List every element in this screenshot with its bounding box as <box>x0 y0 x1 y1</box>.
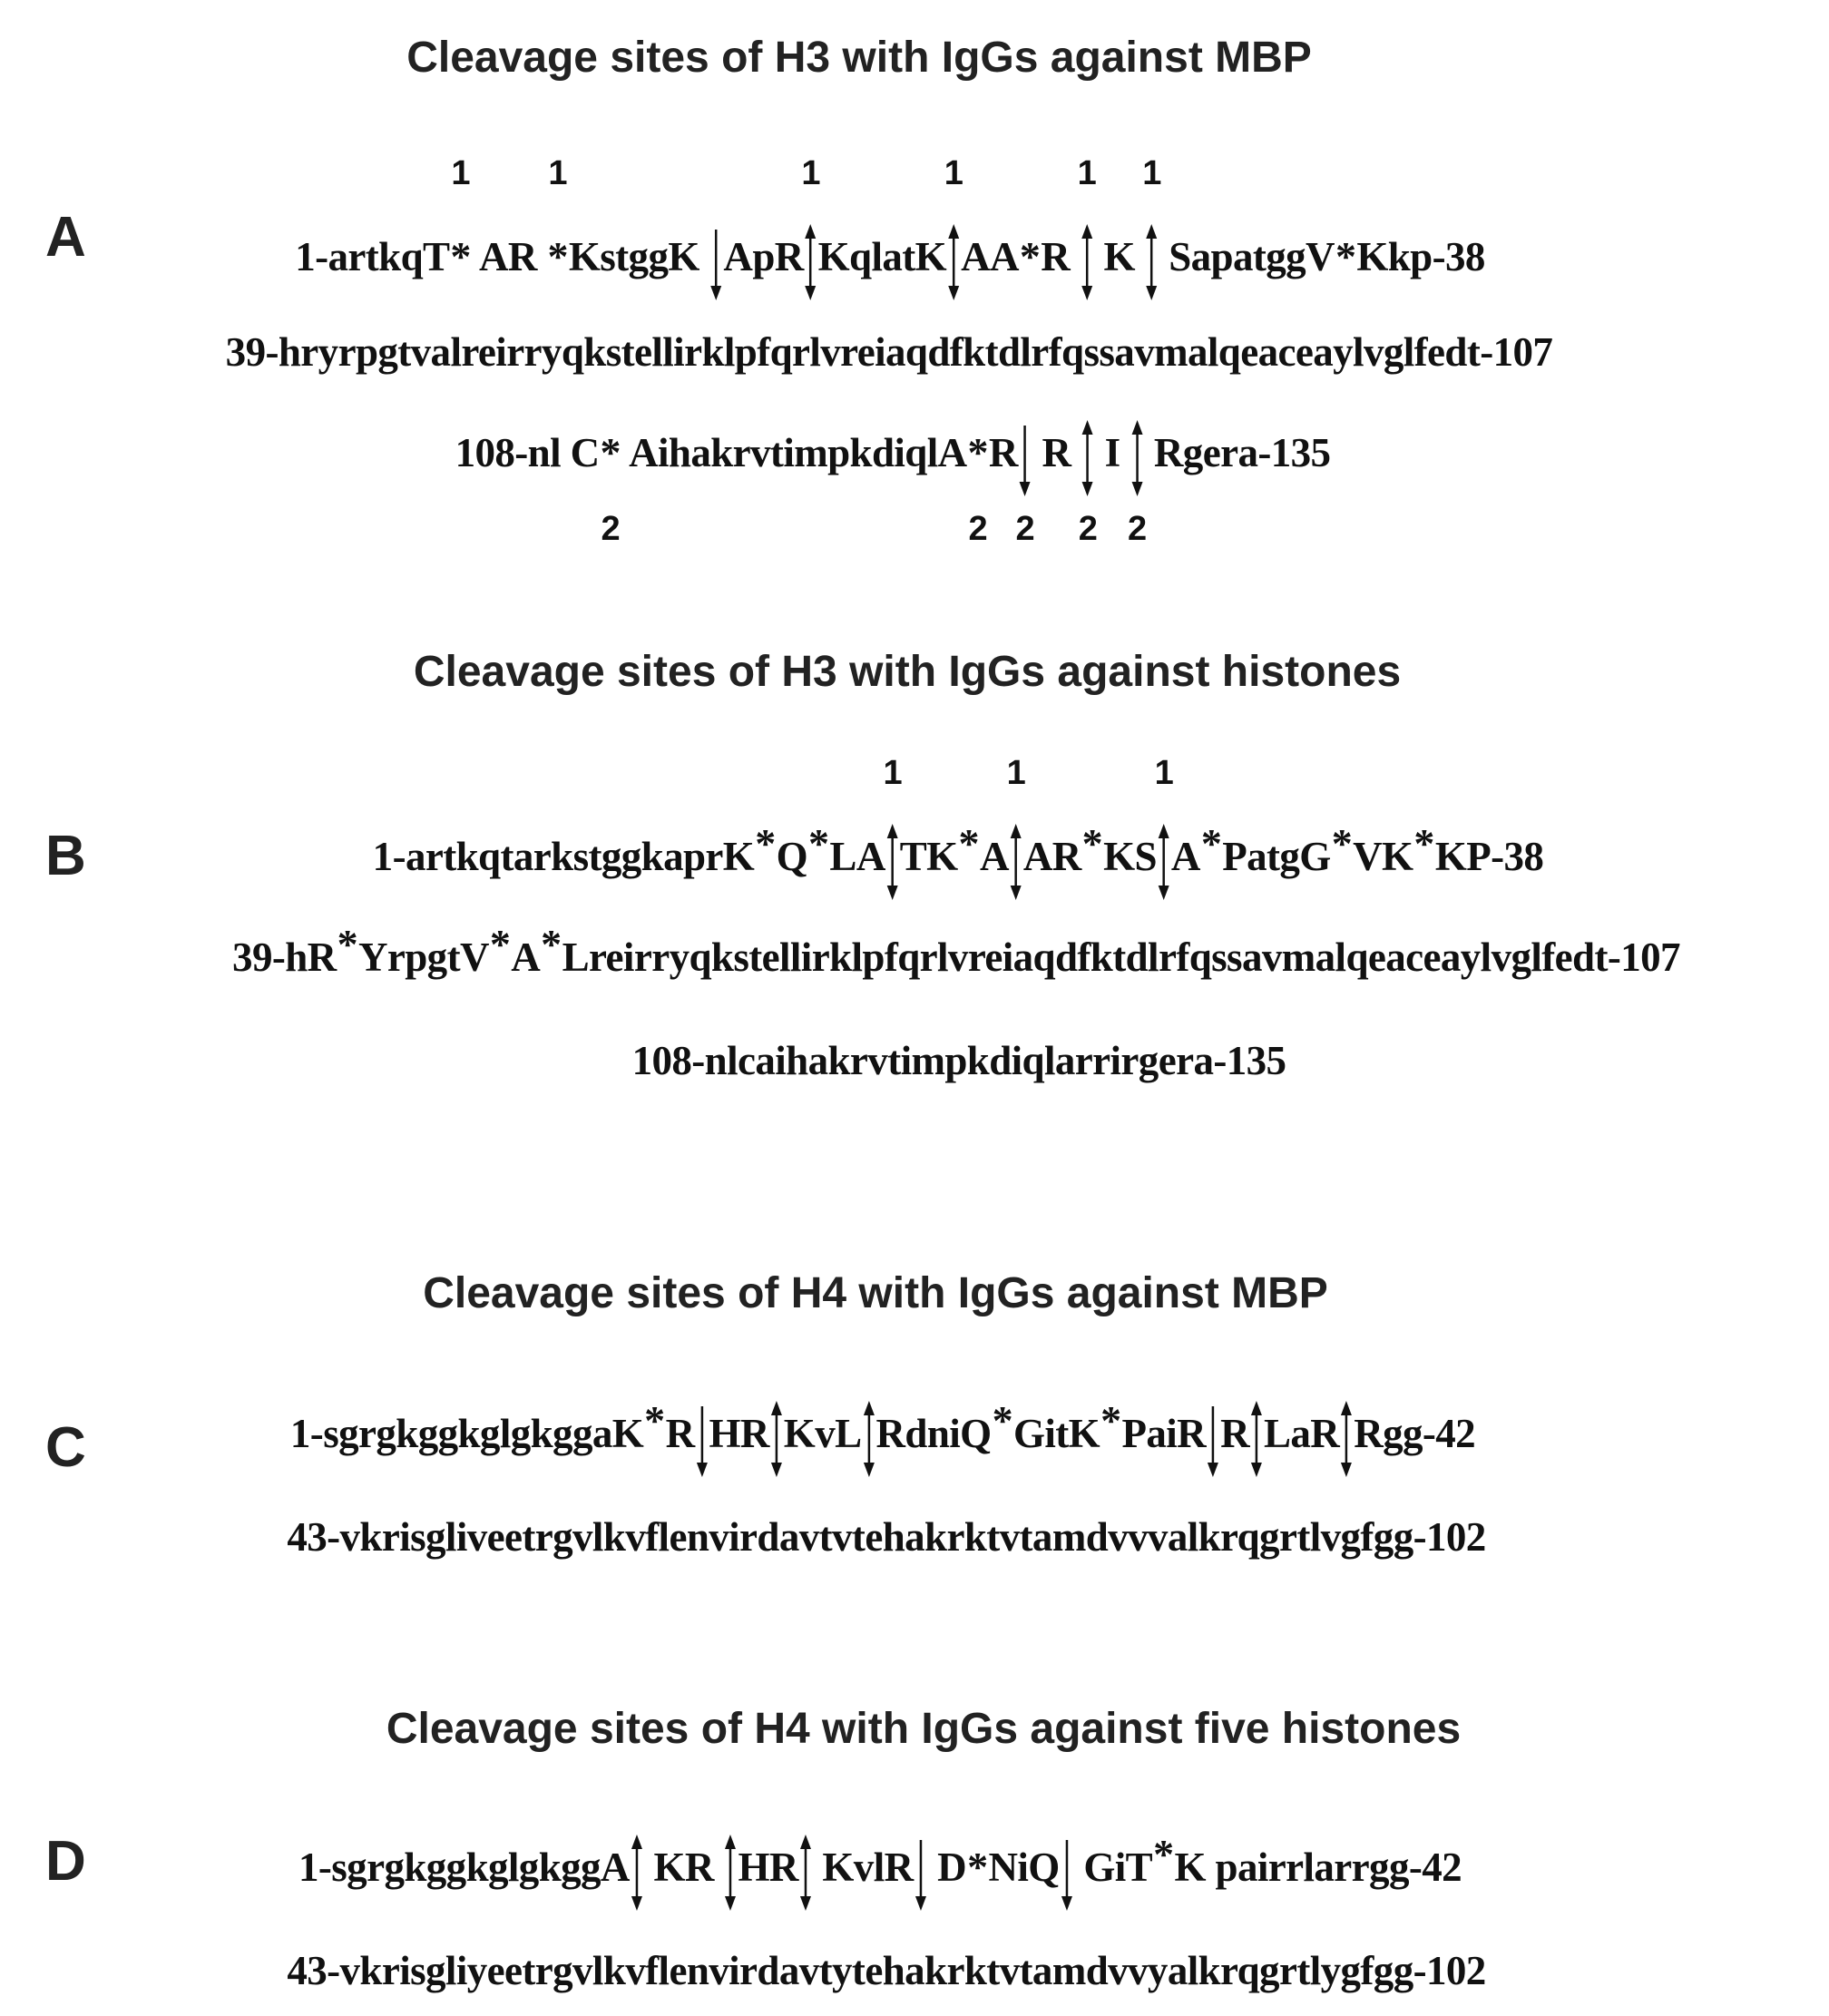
sequence-segment: LA <box>829 834 885 879</box>
panel-a-letter: A <box>45 206 86 269</box>
asterisk-icon: * <box>967 1844 988 1890</box>
double-arrow-icon <box>1077 154 1097 282</box>
panel-b-line-3 <box>632 1035 1286 1086</box>
sequence-segment: 108-nl C <box>455 430 600 475</box>
sequence-segment: AA <box>961 234 1019 279</box>
sequence-segment: PatgG <box>1222 834 1331 879</box>
asterisk-marker <box>966 1842 988 1893</box>
panel-d-title: Cleavage sites of H4 with IgGs against five histones <box>386 1705 1462 1753</box>
sequence-segment: VK <box>1353 834 1413 879</box>
panel-a-title: Cleavage sites of H3 with IgGs against MBP <box>406 34 1312 82</box>
sequence-segment: GitK <box>1012 1411 1100 1456</box>
asterisk-marker <box>1200 818 1222 869</box>
panel-c-letter: C <box>45 1416 86 1479</box>
asterisk-marker <box>600 427 621 548</box>
asterisk-icon: * <box>1335 233 1356 279</box>
site-group-label: 1 <box>451 154 470 192</box>
down-arrow-icon <box>1060 1842 1074 1893</box>
asterisk-marker <box>1335 231 1356 282</box>
sequence-segment: 1-artkqT <box>295 234 450 279</box>
asterisk-marker <box>1413 818 1434 869</box>
sequence-segment: AR <box>471 234 547 279</box>
asterisk-icon: * <box>450 233 471 279</box>
site-group-label: 1 <box>801 154 820 192</box>
sequence-segment: A <box>979 834 1009 879</box>
asterisk-icon: * <box>1331 820 1353 866</box>
panel-b-line-2 <box>232 921 1680 983</box>
asterisk-icon: * <box>992 1397 1012 1443</box>
asterisk-icon: * <box>337 921 357 967</box>
panel-a-line-2 <box>226 327 1553 377</box>
double-arrow-icon <box>1154 754 1174 882</box>
sequence-segment: KvlR <box>812 1845 914 1890</box>
double-arrow-icon <box>769 1408 784 1459</box>
asterisk-marker <box>449 154 471 282</box>
panel-d-line-1 <box>298 1831 1462 1893</box>
asterisk-marker <box>1152 1829 1174 1880</box>
down-arrow-icon <box>1015 427 1035 548</box>
sequence-segment: ApR <box>723 234 804 279</box>
double-arrow-icon <box>883 754 902 882</box>
site-group-label: 2 <box>1127 510 1147 548</box>
site-group-label: 2 <box>601 510 621 548</box>
site-group-label: 1 <box>1154 754 1174 792</box>
sequence-segment: Rgg-42 <box>1354 1411 1476 1456</box>
sequence-segment: 108-nlcaihakrvtimpkdiqlarrirgera-135 <box>631 1038 1286 1083</box>
double-arrow-icon <box>630 1842 644 1893</box>
sequence-segment: 39-hR <box>232 935 337 980</box>
panel-b-letter: B <box>45 825 86 887</box>
site-group-label: 1 <box>1077 154 1097 192</box>
sequence-segment: D <box>927 1845 967 1890</box>
sequence-segment: RdniQ <box>875 1411 992 1456</box>
sequence-segment: Q <box>776 834 808 879</box>
sequence-segment: HR <box>738 1845 798 1890</box>
asterisk-icon: * <box>600 429 621 475</box>
sequence-segment: R <box>665 1411 695 1456</box>
asterisk-icon: * <box>547 233 568 279</box>
sequence-segment: Rgera-135 <box>1144 430 1331 475</box>
sequence-segment: R <box>1032 430 1081 475</box>
sequence-segment: AR <box>1022 834 1081 879</box>
asterisk-icon: * <box>1413 820 1434 866</box>
panel-b-line-1 <box>372 754 1544 882</box>
asterisk-marker <box>1019 231 1041 282</box>
asterisk-icon: * <box>1200 820 1222 866</box>
site-group-label: 1 <box>944 154 963 192</box>
site-group-label: 1 <box>548 154 567 192</box>
double-arrow-icon <box>1006 754 1026 882</box>
asterisk-icon: * <box>1100 1397 1121 1443</box>
asterisk-marker <box>643 1395 665 1446</box>
sequence-segment: Lreirryqkstellirklpfqrlvreiaqdfktdlrfqssavmalqeaceaylvglfedt-107 <box>562 935 1680 980</box>
sequence-segment: K <box>1093 234 1145 279</box>
panel-d-line-2 <box>287 1945 1485 1996</box>
asterisk-marker <box>807 818 829 869</box>
asterisk-icon: * <box>1081 820 1103 866</box>
panel-c-title: Cleavage sites of H4 with IgGs against MBP <box>423 1269 1328 1317</box>
sequence-segment: AihakrvtimpkdiqlA <box>621 430 967 475</box>
asterisk-icon: * <box>541 921 562 967</box>
double-arrow-icon <box>1249 1408 1264 1459</box>
sequence-segment: KvL <box>783 1411 862 1456</box>
sequence-segment: A <box>511 935 541 980</box>
asterisk-marker <box>337 919 358 970</box>
sequence-segment: LaR <box>1263 1411 1340 1456</box>
sequence-segment: 1-artkqtarkstggkaprK <box>372 834 755 879</box>
double-arrow-icon <box>944 154 963 282</box>
down-arrow-icon <box>694 1408 709 1459</box>
down-arrow-icon <box>914 1842 928 1893</box>
asterisk-marker <box>546 154 568 282</box>
sequence-segment: I <box>1095 430 1130 475</box>
sequence-segment: TK <box>899 834 958 879</box>
site-group-label: 2 <box>1078 510 1098 548</box>
site-group-label: 2 <box>1015 510 1035 548</box>
sequence-segment: R <box>988 430 1018 475</box>
sequence-segment: PaiR <box>1121 1411 1207 1456</box>
sequence-segment: A <box>1170 834 1200 879</box>
panel-a-line-1 <box>295 154 1485 282</box>
asterisk-marker <box>1081 818 1103 869</box>
sequence-segment: 43-vkrisgliveetrgvlkvflenvirdavtvtehakrktvtamdvvvalkrqgrtlvgfgg-102 <box>287 1514 1486 1560</box>
site-group-label: 2 <box>968 510 987 548</box>
down-arrow-icon <box>1206 1408 1220 1459</box>
asterisk-marker <box>540 919 562 970</box>
sequence-segment: 43-vkrisgliyeetrgvlkvflenvirdavtytehakrktvtamdvvyalkrqgrtlygfgg-102 <box>287 1948 1486 1993</box>
panel-c-line-1 <box>289 1397 1476 1459</box>
panel-a-line-3 <box>455 427 1331 548</box>
sequence-segment: YrpgtV <box>357 935 489 980</box>
asterisk-marker <box>992 1395 1013 1446</box>
asterisk-marker <box>1331 818 1353 869</box>
sequence-segment: KqlatK <box>817 234 947 279</box>
sequence-segment: KP-38 <box>1434 834 1544 879</box>
sequence-segment: Kkp-38 <box>1356 234 1485 279</box>
double-arrow-icon <box>1078 427 1098 548</box>
panel-b-title: Cleavage sites of H3 with IgGs against histones <box>413 648 1402 696</box>
asterisk-marker <box>754 818 776 869</box>
sequence-segment: 39-hryrpgtvalreirryqkstellirklpfqrlvreiaqdfktdlrfqssavmalqeaceaylvglfedt-107 <box>225 329 1553 375</box>
asterisk-marker <box>967 427 989 548</box>
site-group-label: 1 <box>883 754 902 792</box>
asterisk-icon: * <box>808 820 829 866</box>
double-arrow-icon <box>801 154 820 282</box>
sequence-segment: K pairrlarrgg-42 <box>1174 1845 1462 1890</box>
sequence-segment: KR <box>643 1845 724 1890</box>
asterisk-marker <box>489 919 511 970</box>
sequence-segment: 1-sgrgkggkglgkggaK <box>289 1411 644 1456</box>
double-arrow-icon <box>798 1842 813 1893</box>
sequence-segment: 1-sgrgkggkglgkggA <box>298 1845 630 1890</box>
site-group-label: 1 <box>1142 154 1161 192</box>
sequence-segment: KS <box>1103 834 1157 879</box>
sequence-segment: KstggK <box>568 234 709 279</box>
site-group-label: 1 <box>1006 754 1026 792</box>
asterisk-icon: * <box>967 429 988 475</box>
asterisk-icon: * <box>644 1397 665 1443</box>
asterisk-marker <box>958 818 980 869</box>
double-arrow-icon <box>1142 154 1161 282</box>
double-arrow-icon <box>1339 1408 1354 1459</box>
asterisk-icon: * <box>958 820 979 866</box>
sequence-segment: SapatggV <box>1159 234 1335 279</box>
panel-c-line-2 <box>287 1512 1485 1562</box>
asterisk-icon: * <box>1019 233 1041 279</box>
sequence-segment: R <box>1041 234 1080 279</box>
sequence-segment: GiT <box>1073 1845 1153 1890</box>
sequence-segment: R <box>1220 1411 1249 1456</box>
asterisk-icon: * <box>1153 1831 1174 1877</box>
down-arrow-icon <box>709 231 723 282</box>
panel-d-letter: D <box>45 1830 86 1893</box>
double-arrow-icon <box>1127 427 1147 548</box>
double-arrow-icon <box>862 1408 876 1459</box>
double-arrow-icon <box>723 1842 738 1893</box>
sequence-segment: NiQ <box>988 1845 1060 1890</box>
asterisk-icon: * <box>755 820 776 866</box>
sequence-segment: HR <box>709 1411 769 1456</box>
asterisk-icon: * <box>489 921 511 967</box>
asterisk-marker <box>1100 1395 1121 1446</box>
